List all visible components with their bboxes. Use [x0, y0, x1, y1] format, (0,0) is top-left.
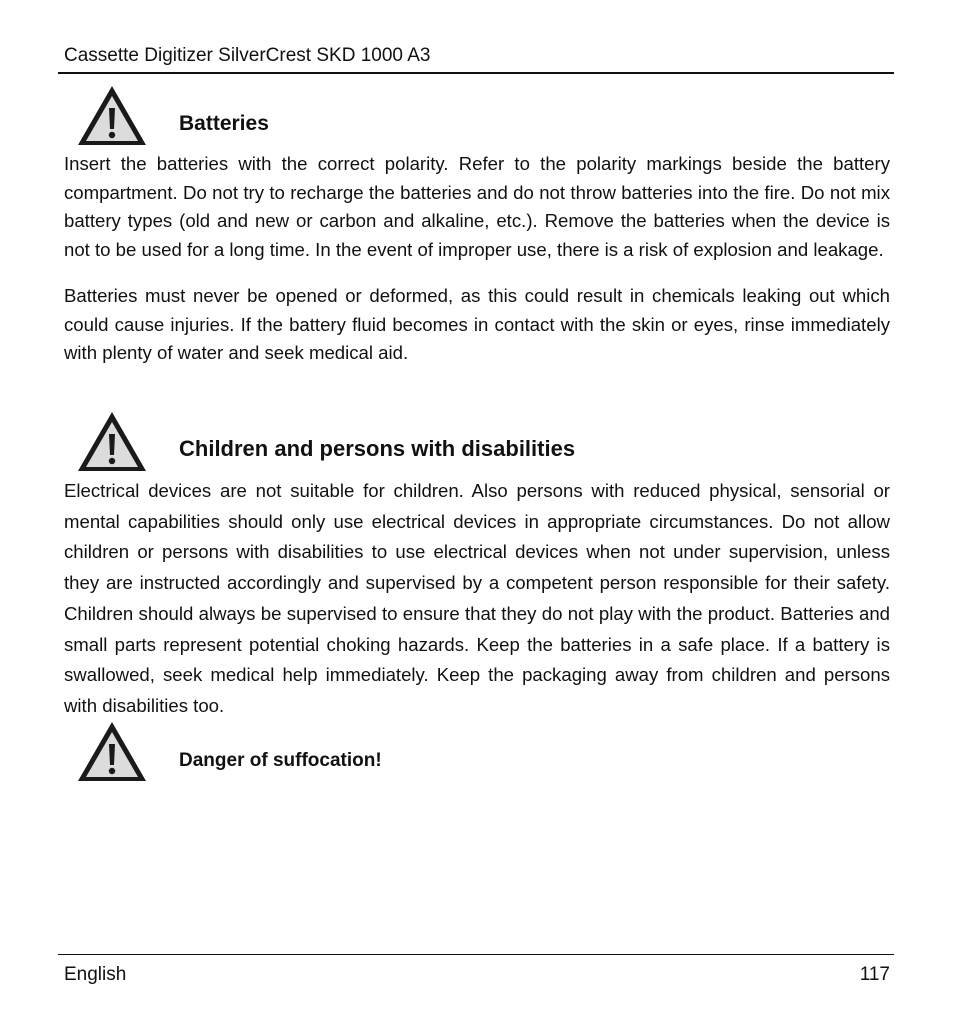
page-footer — [58, 954, 894, 985]
section-heading: Danger of suffocation! — [179, 750, 382, 771]
page-number: 117 — [859, 964, 890, 985]
section-heading-row — [64, 410, 890, 476]
paragraph: Insert the batteries with the correct polarity. Refer to the polarity markings beside the battery compartment. Do not try to recharge the batteries and do not throw batteries into the fire. Do not mix battery types (old and new or carbon and alkaline, etc.). Remove the batteries when the device is not to be used for a long time. In the event of improper use, there is a risk of explosion and leakage. — [64, 153, 890, 260]
section-batteries — [64, 84, 890, 368]
footer-language: English — [64, 964, 127, 985]
section-heading: Batteries — [179, 112, 269, 135]
section-suffocation — [64, 720, 890, 786]
paragraph: Electrical devices are not suitable for children. Also persons with reduced physical, sensorial or mental capabilities should only use electrical devices in appropriate circumstances. Do not allow children or persons with disabilities to use electrical devices when not under supervision, unless they are instructed accordingly and supervised by a competent person responsible for their safety. Children should always be supervised to ensure that they do not play with the product. Batteries and small parts represent potential choking hazards. Keep the batteries in a safe place. If a battery is swallowed, seek medical help immediately. Keep the packaging away from children and persons with disabilities too. — [64, 480, 890, 716]
section-heading: Children and persons with disabilities — [179, 436, 576, 461]
page-header — [58, 44, 894, 74]
section-children — [64, 410, 890, 722]
warning-triangle-icon — [76, 720, 148, 784]
warning-triangle-icon — [76, 84, 148, 148]
document-title: Cassette Digitizer SilverCrest SKD 1000 A3 — [64, 45, 431, 66]
section-heading-row — [64, 84, 890, 150]
warning-triangle-icon — [76, 410, 148, 474]
section-heading-row — [64, 720, 890, 786]
paragraph: Batteries must never be opened or deformed, as this could result in chemicals leaking out which could cause injuries. If the battery fluid becomes in contact with the skin or eyes, rinse immediately with plenty of water and seek medical aid. — [64, 285, 890, 363]
